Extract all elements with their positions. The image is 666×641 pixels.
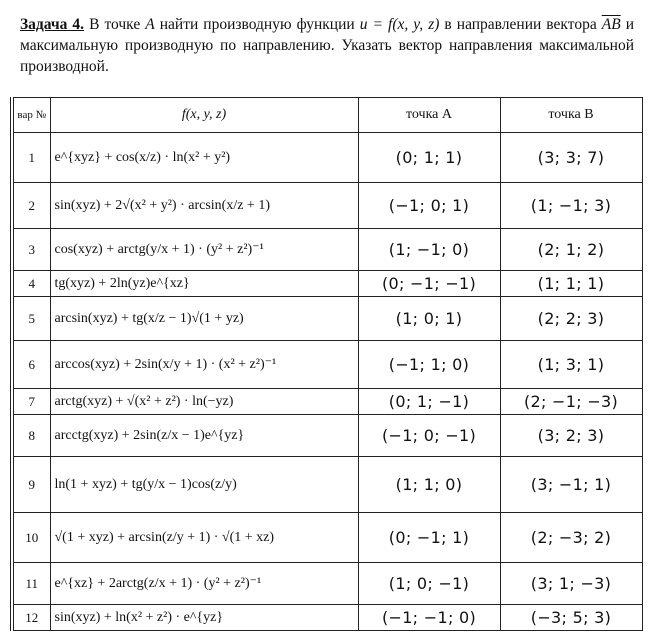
point-b-coords: (1; −1; 3)	[500, 183, 642, 229]
function-formula: arcsin(xyz) + tg(x/z − 1)√(1 + yz)	[50, 297, 358, 341]
header-function-label: f(x, y, z)	[181, 107, 227, 122]
table-row	[12, 133, 642, 183]
function-formula: arccos(xyz) + 2sin(x/y + 1) · (x² + z²)⁻¹	[50, 341, 358, 389]
table-row	[12, 513, 642, 563]
header-variant-number: вар №	[12, 98, 50, 133]
header-point-b: точка B	[500, 98, 642, 133]
task-text-2: найти производную функции	[159, 16, 355, 33]
variant-number: 9	[12, 457, 50, 513]
table-row	[12, 229, 642, 271]
point-b-coords: (3; −1; 1)	[500, 457, 642, 513]
point-a-coords: (0; −1; 1)	[358, 513, 500, 563]
point-a-coords: (−1; 1; 0)	[358, 341, 500, 389]
variant-number: 2	[12, 183, 50, 229]
point-a-coords: (1; 0; 1)	[358, 297, 500, 341]
task-text-4: и максимальную производную по направлению. Указать вектор направления максимальной производной.	[20, 16, 634, 75]
header-point-a: точка A	[358, 98, 500, 133]
point-a-coords: (−1; 0; 1)	[358, 183, 500, 229]
variant-number: 12	[12, 605, 50, 631]
vector-ab: $\overline{AB}$	[601, 16, 621, 33]
variant-number: 11	[12, 563, 50, 605]
task-text-3: в направлении вектора	[444, 16, 597, 33]
variants-table	[10, 97, 643, 631]
function-formula: e^{xz} + 2arctg(z/x + 1) · (y² + z²)⁻¹	[50, 563, 358, 605]
function-formula: arcctg(xyz) + 2sin(z/x − 1)e^{yz}	[50, 415, 358, 457]
variant-number: 3	[12, 229, 50, 271]
point-b-coords: (−3; 5; 3)	[500, 605, 642, 631]
point-b-coords: (1; 1; 1)	[500, 271, 642, 297]
point-a-coords: (0; −1; −1)	[358, 271, 500, 297]
function-formula: sin(xyz) + 2√(x² + y²) · arcsin(x/z + 1)	[50, 183, 358, 229]
table-row	[12, 389, 642, 415]
table-row	[12, 563, 642, 605]
header-function	[50, 98, 358, 133]
function-formula: tg(xyz) + 2ln(yz)e^{xz}	[50, 271, 358, 297]
variant-number: 5	[12, 297, 50, 341]
function-formula: √(1 + xyz) + arcsin(z/y + 1) · √(1 + xz)	[50, 513, 358, 563]
point-b-coords: (3; 2; 3)	[500, 415, 642, 457]
point-a-coords: (1; 0; −1)	[358, 563, 500, 605]
point-b-coords: (2; 2; 3)	[500, 297, 642, 341]
task-statement	[20, 14, 634, 77]
variant-number: 6	[12, 341, 50, 389]
table-row	[12, 341, 642, 389]
point-a-symbol: A	[145, 16, 155, 33]
function-formula: e^{xyz} + cos(x/z) · ln(x² + y²)	[50, 133, 358, 183]
table-row	[12, 605, 642, 631]
point-b-coords: (1; 3; 1)	[500, 341, 642, 389]
variant-number: 8	[12, 415, 50, 457]
table-row	[12, 415, 642, 457]
point-b-coords: (2; −1; −3)	[500, 389, 642, 415]
task-label: Задача 4.	[20, 16, 85, 33]
point-b-coords: (3; 1; −3)	[500, 563, 642, 605]
point-b-coords: (3; 3; 7)	[500, 133, 642, 183]
table-row	[12, 457, 642, 513]
point-a-coords: (0; 1; 1)	[358, 133, 500, 183]
point-a-coords: (0; 1; −1)	[358, 389, 500, 415]
point-a-coords: (1; 1; 0)	[358, 457, 500, 513]
function-formula: cos(xyz) + arctg(y/x + 1) · (y² + z²)⁻¹	[50, 229, 358, 271]
point-b-coords: (2; −3; 2)	[500, 513, 642, 563]
task-text-1: В точке	[89, 16, 141, 33]
table-row	[12, 183, 642, 229]
variant-number: 10	[12, 513, 50, 563]
function-formula: arctg(xyz) + √(x² + z²) · ln(−yz)	[50, 389, 358, 415]
point-b-coords: (2; 1; 2)	[500, 229, 642, 271]
variant-number: 1	[12, 133, 50, 183]
table-row	[12, 271, 642, 297]
table-header-row	[12, 98, 642, 133]
variant-number: 7	[12, 389, 50, 415]
point-a-coords: (−1; 0; −1)	[358, 415, 500, 457]
point-a-coords: (1; −1; 0)	[358, 229, 500, 271]
variant-number: 4	[12, 271, 50, 297]
table-row	[12, 297, 642, 341]
function-formula: ln(1 + xyz) + tg(y/x − 1)cos(z/y)	[50, 457, 358, 513]
function-formula: sin(xyz) + ln(x² + z²) · e^{yz}	[50, 605, 358, 631]
function-notation: u = f(x, y, z)	[359, 16, 440, 33]
point-a-coords: (−1; −1; 0)	[358, 605, 500, 631]
